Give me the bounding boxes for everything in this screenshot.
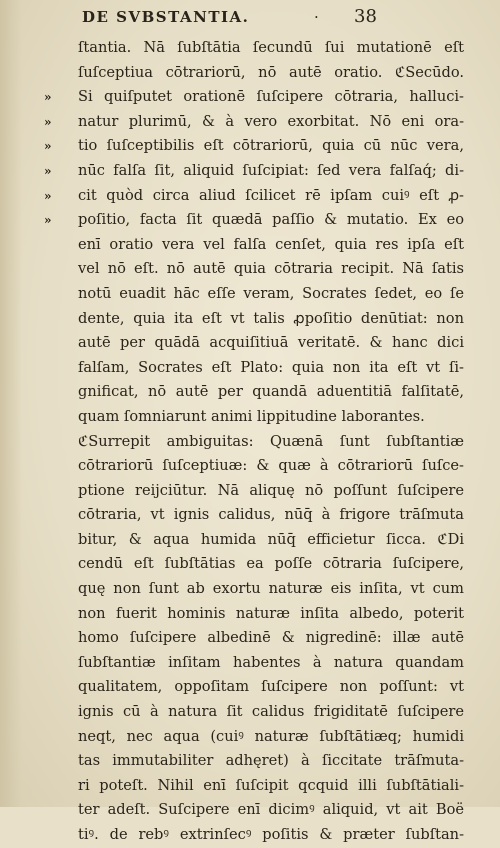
text-line [44, 307, 464, 332]
line-text: autē per quādā acquiſitiuā veritatē. & hanc dici [78, 334, 464, 352]
line-text: poſitio, facta ſit quædā paſſio & mutatio. Ex eo [78, 211, 464, 229]
line-text: quę non ſunt ab exortu naturæ eis inſita, vt cum [78, 580, 464, 598]
text-line [44, 61, 464, 86]
margin-quote-marker: » [44, 90, 52, 105]
text-line [44, 208, 464, 233]
text-line [44, 331, 464, 356]
line-text: dente, quia ita eſt vt talis ꝓpoſitio denūtiat: non [78, 309, 464, 327]
margin-quote-marker: » [44, 139, 52, 154]
line-text: tas immutabiliter adhęret) à ſiccitate trāſmuta- [78, 752, 464, 770]
text-line [44, 430, 464, 455]
line-text: enī oratio vera vel falſa cenſet, quia res ipſa eſt [78, 235, 464, 253]
text-line [44, 85, 464, 110]
text-line [44, 725, 464, 750]
text-line [44, 257, 464, 282]
line-text: cendū eſt ſubſtātias ea poſſe cōtraria ſuſcipere, [78, 555, 464, 573]
line-text: vel nō eſt. nō autē quia cōtraria recipit. Nā ſatis [78, 260, 464, 278]
margin-quote-marker: » [44, 213, 52, 228]
text-line [44, 36, 464, 61]
text-line [44, 134, 464, 159]
text-line [44, 528, 464, 553]
margin-quote-marker: » [44, 114, 52, 129]
text-line [44, 380, 464, 405]
margin-quote-marker: » [44, 163, 52, 178]
line-text: ſubſtantiæ inſitam habentes à natura quandam [78, 653, 464, 671]
line-text: tiꝰ. de rebꝰ extrinſecꝰ poſitis & præter ſubſtan- [78, 826, 464, 843]
line-text: ptione reijciūtur. Nā aliquę nō poſſunt ſuſcipere [78, 481, 464, 499]
text-line [44, 626, 464, 651]
line-text: Si quiſputet orationē ſuſcipere cōtraria, halluci- [78, 88, 464, 106]
line-text: bitur, & aqua humida nūq̄ efficietur ſicca. ℭDi [78, 530, 464, 548]
text-line [44, 110, 464, 135]
line-text: ſuſceptiua cōtrariorū, nō autē oratio. ℭSecūdo. [78, 63, 464, 81]
text-line [44, 233, 464, 258]
line-text: cōtraria, vt ignis calidus, nūq̄ à frigore trāſmuta [78, 506, 464, 524]
line-text: ignis cū à natura ſit calidus frigiditatē ſuſcipere [78, 703, 464, 721]
line-text: nūc falſa ſit, aliquid ſuſcipiat: ſed vera falſaq́; di- [78, 161, 464, 179]
text-line [44, 577, 464, 602]
line-text: cōtrariorū ſuſceptiuæ: & quæ à cōtrariorū ſuſce- [78, 457, 464, 475]
line-text: neqt, nec aqua (cuiꝰ naturæ ſubſtātiæq; humidi [78, 727, 464, 745]
line-text: ter adeſt. Suſcipere enī dicimꝰ aliquid, vt ait Boë [78, 801, 464, 819]
running-title: DE SVBSTANTIA. [82, 8, 250, 26]
text-line [44, 552, 464, 577]
text-line [44, 356, 464, 381]
text-line [44, 749, 464, 774]
folio-number: 38 [354, 6, 377, 27]
line-text: notū euadit hāc eſſe veram, Socrates ſedet, eo ſe [78, 284, 464, 302]
text-line [44, 282, 464, 307]
line-text: ri poteſt. Nihil enī ſuſcipit qcquid illi ſubſtātiali- [78, 776, 464, 794]
text-line [44, 651, 464, 676]
line-text: gnificat, nō autē per quandā aduentitiā falſitatē, [78, 383, 464, 401]
text-line [44, 774, 464, 799]
text-line [44, 700, 464, 725]
text-line [44, 823, 464, 848]
text-line [44, 405, 464, 430]
line-text: cit quòd circa aliud ſcilicet rē ipſam cuiꝰ eſt ꝓ- [78, 186, 464, 204]
text-line [44, 454, 464, 479]
text-line [44, 798, 464, 823]
text-line [44, 503, 464, 528]
line-text: ſtantia. Nā ſubſtātia ſecundū ſui mutationē eſt [78, 39, 464, 56]
line-text: homo ſuſcipere albedinē & nigredinē: illæ autē [78, 629, 464, 647]
header-dot: · [314, 8, 319, 26]
line-text: tio ſuſceptibilis eſt cōtrariorū, quia cū nūc vera, [78, 137, 464, 155]
line-text: ℭSurrepit ambiguitas: Quænā ſunt ſubſtantiæ [78, 432, 464, 450]
text-line [44, 159, 464, 184]
line-text: quam ſomniarunt animi lippitudine laborantes. [78, 407, 425, 425]
page-header [82, 6, 412, 32]
text-line [44, 479, 464, 504]
line-text: qualitatem, oppoſitam ſuſcipere non poſſunt: vt [78, 678, 464, 696]
line-text: non fuerit hominis naturæ inſita albedo, poterit [78, 604, 464, 622]
text-line [44, 675, 464, 700]
text-line [44, 602, 464, 627]
line-text: falſam, Socrates eſt Plato: quia non ita eſt vt ſi- [78, 358, 464, 376]
margin-quote-marker: » [44, 188, 52, 203]
text-line [44, 184, 464, 209]
line-text: natur plurimū, & à vero exorbitat. Nō eni ora- [78, 112, 464, 130]
main-text-block [44, 36, 464, 848]
